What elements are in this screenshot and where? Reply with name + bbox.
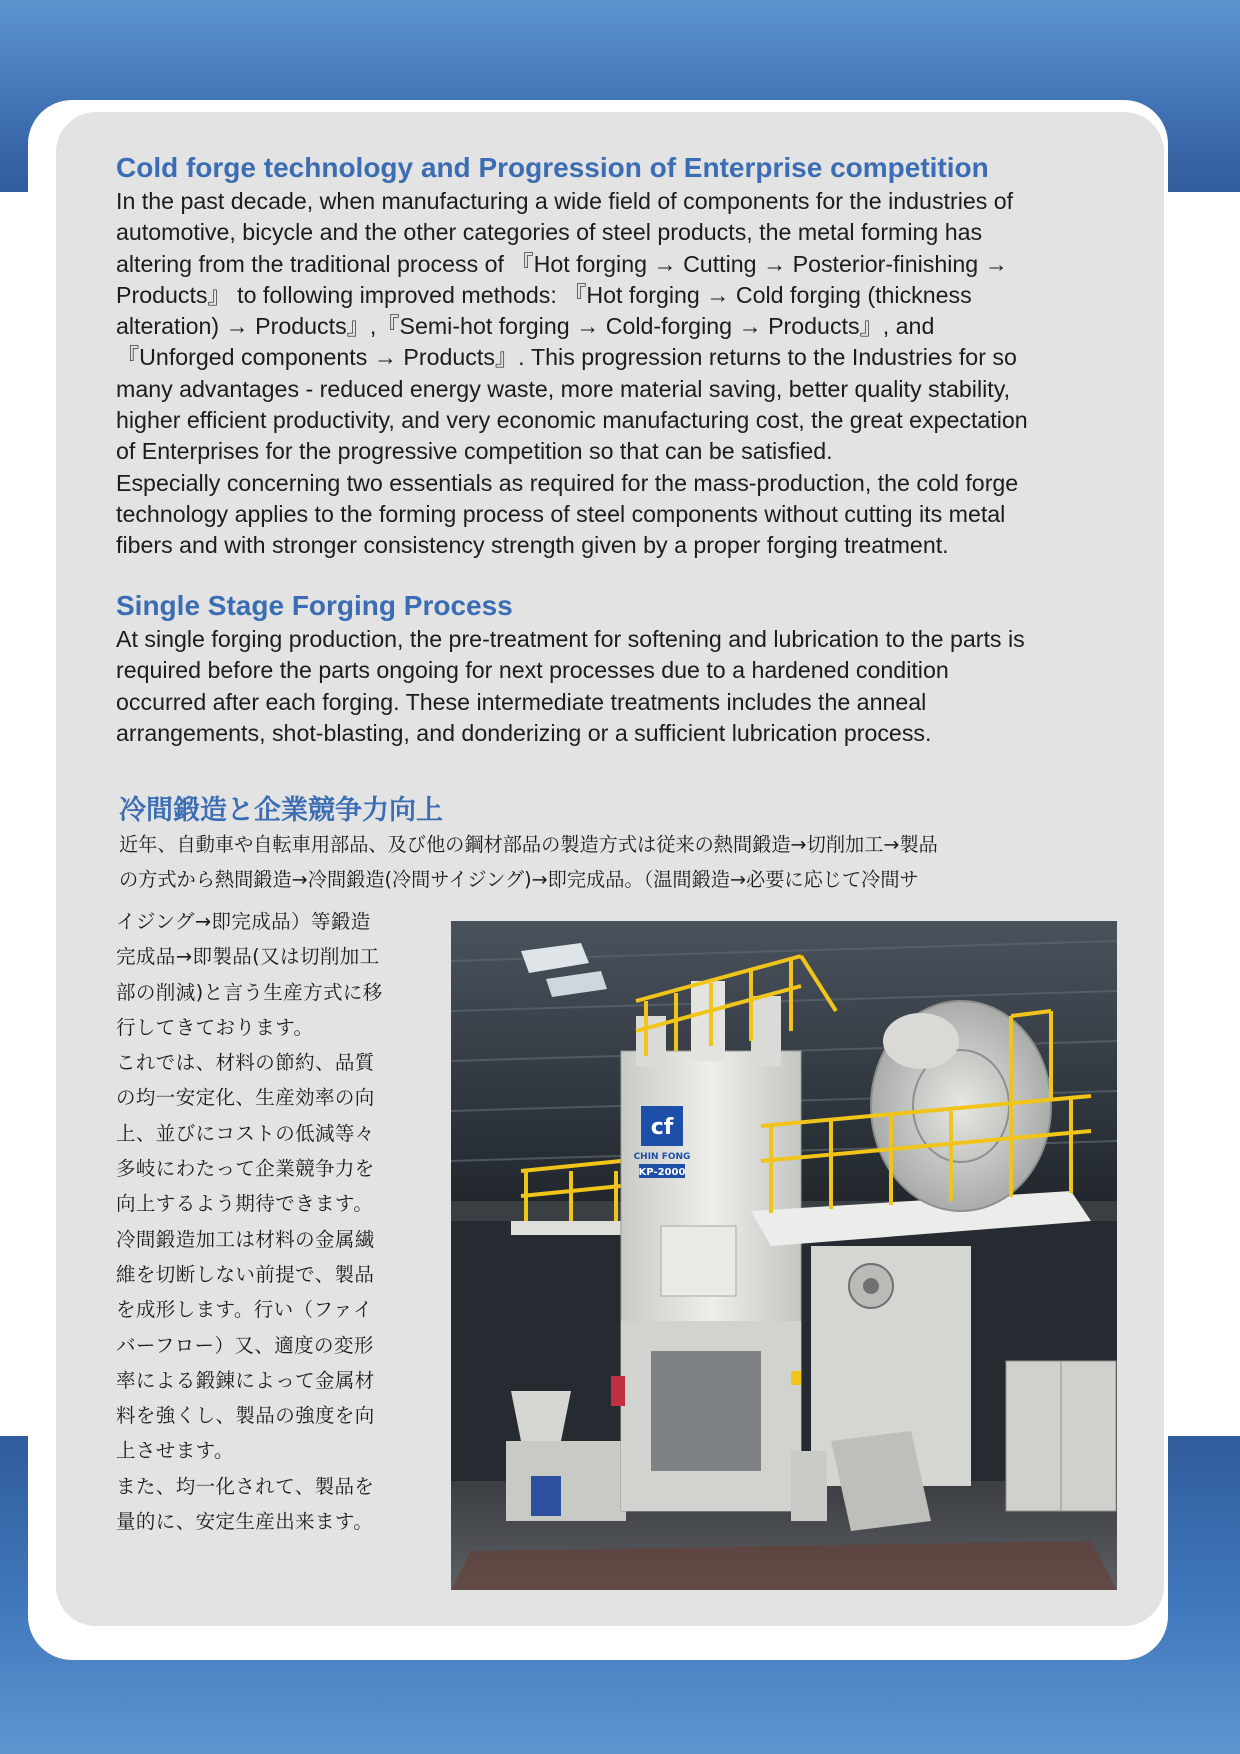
section-body-cold-forge: In the past decade, when manufacturing a wide field of components for the industries of automotive, bicycle and the other categories of steel products, the metal forming has altering from the traditional process of 『Hot forging → Cutting → Posterior-finishing → Products』 to following improved methods: 『Hot forging → Cold forging (thickness alteration) → Products』,『Semi-hot forging → Cold-forging → Products』, and 『Unforged components → Products』. This progression returns to the Industries for so many advantages - reduced energy waste, more material saving, better quality stability, higher efficient productivity, and very economic manufacturing cost, the great expectation of Enterprises for the progressive competition so that can be satisfied. Especially concerning two essentials as required for the mass-production, the cold forge technology applies to the forming process of steel components without cutting its metal fibers and with stronger consistency strength given by a proper forging treatment.: [116, 188, 1028, 559]
section-title-cold-forge: Cold forge technology and Progression of Enterprise competition: [116, 152, 989, 183]
brand-logo-mark: cf: [650, 1115, 674, 1140]
section-title-single-stage: Single Stage Forging Process: [116, 590, 513, 621]
section-column-jp: イジング→即完成品）等鍛造 完成品→即製品(又は切削加工 部の削減)と言う生産方式に移 行してきております。 これでは、材料の節約、品質 の均一安定化、生産効率の向 上、並びにコストの低減等々 多岐にわたって企業競争力を 向上するよう期待できます。 冷間鍛造加工は材料の金属繊 維を切断しない前提で、製品 を成形します。行い（ファイ バーフロー）又、適度の変形 率による鍛錬によって金属材 料を強くし、製品の強度を向 上させます。 また、均一化されて、製品を 量的に、安定生産出来ます。: [116, 910, 383, 1534]
section-title-jp: 冷間鍛造と企業競争力向上: [119, 795, 443, 826]
brand-name-label: CHIN FONG: [633, 1152, 691, 1162]
section-body-single-stage: At single forging production, the pre-treatment for softening and lubrication to the parts is required before the parts ongoing for next processes due to a hardened condition occurred after each forging. These intermediate treatments includes the anneal arrangements, shot-blasting, and donderizing or a sufficient lubrication process.: [116, 626, 1025, 746]
model-label: KP-2000: [638, 1167, 686, 1178]
section-intro-jp: 近年、自動車や自転車用部品、及び他の鋼材部品の製造方式は従来の熱間鍛造→切削加工→製品 の方式から熱間鍛造→冷間鍛造(冷間サイジング)→即完成品。（温間鍛造→必要に応じて冷間サ: [119, 833, 938, 891]
press-illustration: [451, 921, 1117, 1590]
forging-press-photo: [451, 921, 1117, 1590]
